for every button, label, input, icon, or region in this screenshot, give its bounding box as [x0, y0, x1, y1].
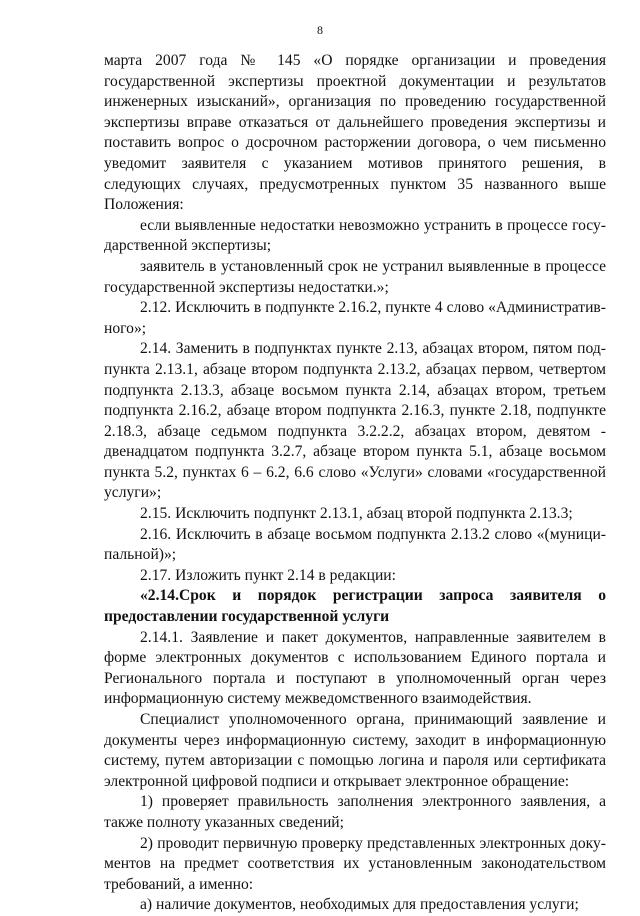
- paragraph-2-12: 2.12. Исключить в подпункте 2.16.2, пункте 4 слово «Административного»;: [104, 299, 606, 337]
- paragraph-specialist: Специалист уполномоченного органа, принимающий заявление и документы через информационную систему, заходит в информационную систему, путем авторизации с помощью логина и пароля или сертификата электронной цифровой подписи и открывает электронное обращение:: [104, 711, 606, 790]
- paragraph-intro: марта 2007 года № 145 «О порядке организации и проведения государственной экспертизы проектной документации и результатов инженерных изысканий», организация по проведению государственной экспертизы вправе отказаться от дальнейшего проведения экспертизы и поставить вопрос о досрочном расторжении договора, о чем письменно уведомит заявителя с указанием мотивов принятого решения, в следующих случаях, предусмотренных пунктом 35 названного выше Положения:: [104, 52, 606, 214]
- page-number: 8: [317, 23, 323, 37]
- paragraph-2-15: 2.15. Исключить подпункт 2.13.1, абзац второй подпункта 2.13.3;: [140, 505, 573, 523]
- paragraph-2-16: 2.16. Исключить в абзаце восьмом подпункта 2.13.2 слово «(муниципальной)»;: [104, 525, 606, 564]
- paragraph-2-14-1: 2.14.1. Заявление и пакет документов, направленные заявителем в форме электронных документов с использованием Единого портала и Регионального портала и поступают в уполномоченный орган через информационную систему межведомственного взаимодействия.: [104, 628, 606, 708]
- paragraph-case-2: заявитель в установленный срок не устранил выявленные в процессе государственной экспертизы недостатки.»;: [104, 257, 606, 296]
- list-item-2: 2) проводит первичную проверку представленных электронных документов на предмет соответствия их установленным законодательством требований, а именно:: [104, 834, 606, 893]
- document-body: [104, 51, 606, 916]
- paragraph-2-17: 2.17. Изложить пункт 2.14 в редакции:: [140, 566, 396, 584]
- paragraph-2-14: 2.14. Заменить в подпунктах пункте 2.13, абзацах втором, пятом подпункта 2.13.1, абзаце втором подпункта 2.13.2, абзацах первом, четвертом подпункта 2.13.3, абзаце восьмом пункта 2.14, абзацах втором, третьем подпункта 2.16.2, абзаце втором подпункта 2.16.3, пункте 2.18, подпункте 2.18.3, абзаце седьмом подпункта 3.2.2.2, абзацах втором, девятом - двенадцатом подпункта 3.2.7, абзаце втором пункта 5.1, абзаце восьмом пункта 5.2, пунктах 6 – 6.2, 6.6 слово «Услуги» словами «государственной услуги»;: [104, 340, 606, 502]
- section-heading-2-14: «2.14.Срок и порядок регистрации запроса заявителя о предоставлении государственной услуги: [104, 587, 606, 626]
- list-item-a: а) наличие документов, необходимых для предоставления услуги;: [140, 896, 579, 914]
- paragraph-case-1: если выявленные недостатки невозможно устранить в процессе государственной экспертизы;: [104, 216, 606, 255]
- list-item-1: 1) проверяет правильность заполнения электронного заявления, а также полноту указанных сведений;: [104, 793, 606, 831]
